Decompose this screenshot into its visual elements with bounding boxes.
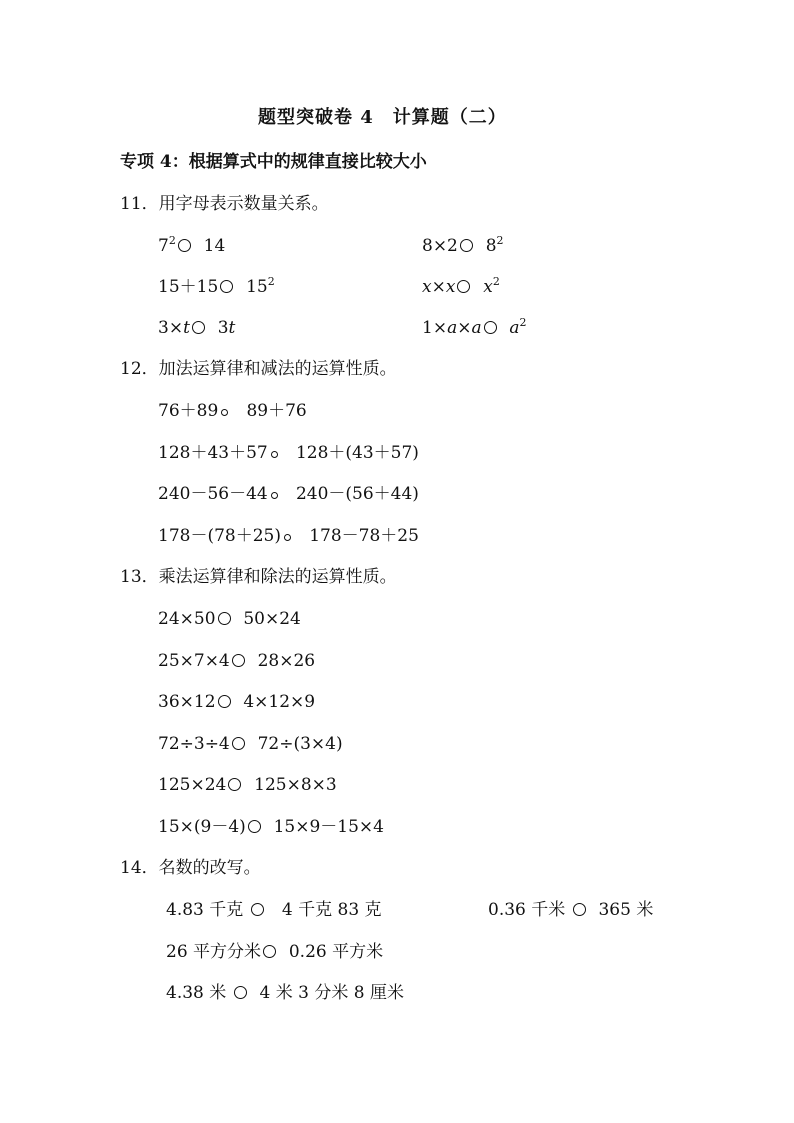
compare-circle[interactable] bbox=[218, 612, 231, 625]
q13-row-1 bbox=[158, 609, 301, 629]
q13-row-3 bbox=[158, 692, 315, 712]
q13-row-1-right: 50×24 bbox=[243, 609, 301, 629]
q12-heading: 12．加法运算律和减法的运算性质。 bbox=[120, 359, 397, 379]
q11-item-3 bbox=[158, 277, 275, 297]
q13-row-1-left: 24×50 bbox=[158, 609, 216, 629]
q14-row-2-left: 0.36 千米 bbox=[488, 900, 566, 920]
q11-item-2-left: 8×2 bbox=[422, 236, 458, 256]
compare-circle[interactable] bbox=[573, 903, 586, 916]
q13-row-6 bbox=[158, 817, 384, 837]
q13-row-2-right: 28×26 bbox=[257, 651, 316, 671]
q13-row-6-left: 15×(9－4) bbox=[158, 817, 246, 837]
q14-row-2-right: 365 米 bbox=[598, 900, 654, 920]
q14-row-1-right: 4 千克 83 克 bbox=[281, 900, 382, 920]
q12-row-4 bbox=[158, 526, 419, 546]
compare-circle[interactable] bbox=[178, 239, 191, 252]
compare-circle[interactable] bbox=[460, 239, 473, 252]
q13-row-5-left: 125×24 bbox=[158, 775, 227, 795]
q13-row-3-right: 4×12×9 bbox=[243, 692, 316, 712]
compare-circle[interactable] bbox=[234, 986, 247, 999]
q13-row-2 bbox=[158, 651, 315, 671]
q11-item-1-exp: 2 bbox=[168, 234, 176, 247]
compare-circle[interactable] bbox=[248, 820, 261, 833]
section-heading: 专项 4：根据算式中的规律直接比较大小 bbox=[120, 152, 427, 172]
q12-row-1-right: 89＋76 bbox=[246, 401, 307, 421]
q13-row-3-left: 36×12 bbox=[158, 692, 216, 712]
compare-circle[interactable] bbox=[457, 280, 470, 293]
q11-item-5-rn: 3 bbox=[217, 318, 229, 338]
q12-row-1 bbox=[158, 401, 307, 421]
q12-row-3-left: 240－56－44 bbox=[158, 484, 268, 504]
compare-circle[interactable] bbox=[228, 778, 241, 791]
q13-row-4 bbox=[158, 734, 343, 754]
q12-row-4-right: 178－78＋25 bbox=[309, 526, 419, 546]
q14-row-4-left: 4.38 米 bbox=[166, 983, 227, 1003]
compare-circle[interactable] bbox=[284, 534, 291, 541]
compare-circle[interactable] bbox=[220, 280, 233, 293]
q11-item-3-exp: 2 bbox=[267, 275, 275, 288]
q13-heading: 13．乘法运算律和除法的运算性质。 bbox=[120, 567, 397, 587]
q11-heading: 11．用字母表示数量关系。 bbox=[120, 194, 329, 214]
q12-row-4-left: 178－(78＋25) bbox=[158, 526, 281, 546]
q12-row-2 bbox=[158, 443, 419, 463]
q13-row-5 bbox=[158, 775, 337, 795]
q14-row-4-right: 4 米 3 分米 8 厘米 bbox=[259, 983, 404, 1003]
q11-item-5-n: 3× bbox=[158, 318, 184, 338]
compare-circle[interactable] bbox=[192, 321, 205, 334]
q11-item-1 bbox=[158, 236, 225, 256]
q14-row-3-right: 0.26 平方米 bbox=[288, 942, 384, 962]
q12-row-2-right: 128＋(43＋57) bbox=[295, 443, 419, 463]
q11-item-6-v2: a bbox=[471, 318, 482, 338]
q14-row-3-left: 26 平方分米 bbox=[166, 942, 262, 962]
q11-item-4-v1: x bbox=[422, 277, 432, 297]
compare-circle[interactable] bbox=[271, 492, 278, 499]
q11-item-5 bbox=[158, 318, 235, 338]
compare-circle[interactable] bbox=[263, 945, 276, 958]
page-title: 题型突破卷 4 计算题（二） bbox=[258, 107, 507, 128]
q13-row-2-left: 25×7×4 bbox=[158, 651, 230, 671]
q11-item-4 bbox=[422, 277, 500, 297]
q11-item-6-n: 1× bbox=[422, 318, 448, 338]
q11-item-6-exp: 2 bbox=[519, 316, 527, 329]
q13-row-6-right: 15×9－15×4 bbox=[273, 817, 384, 837]
q14-row-1-left: 4.83 千克 bbox=[166, 900, 244, 920]
compare-circle[interactable] bbox=[251, 903, 264, 916]
q11-item-3-left: 15＋15 bbox=[158, 277, 219, 297]
q14-heading: 14．名数的改写。 bbox=[120, 858, 261, 878]
q14-row-1 bbox=[166, 900, 382, 920]
q11-item-6-op: × bbox=[457, 318, 472, 338]
q14-row-2 bbox=[488, 900, 653, 920]
q11-item-6-base: a bbox=[509, 318, 520, 338]
q11-item-2 bbox=[422, 236, 504, 256]
q11-item-6 bbox=[422, 318, 527, 338]
q11-item-1-base: 7 bbox=[158, 236, 169, 256]
q13-row-4-right: 72÷(3×4) bbox=[257, 734, 343, 754]
q12-row-2-left: 128＋43＋57 bbox=[158, 443, 268, 463]
compare-circle[interactable] bbox=[271, 451, 278, 458]
q11-item-6-v1: a bbox=[447, 318, 458, 338]
q12-row-1-left: 76＋89 bbox=[158, 401, 219, 421]
q11-item-1-right: 14 bbox=[203, 236, 226, 256]
q14-row-3 bbox=[166, 942, 383, 962]
q13-row-5-right: 125×8×3 bbox=[254, 775, 337, 795]
q11-item-5-rv: t bbox=[228, 318, 236, 338]
q11-item-2-base: 8 bbox=[485, 236, 497, 256]
q11-item-4-base: x bbox=[483, 277, 493, 297]
q11-item-4-op: × bbox=[431, 277, 446, 297]
q12-row-3 bbox=[158, 484, 419, 504]
compare-circle[interactable] bbox=[232, 737, 245, 750]
q11-item-4-v2: x bbox=[445, 277, 456, 297]
q11-item-5-v: t bbox=[183, 318, 190, 338]
compare-circle[interactable] bbox=[484, 321, 497, 334]
q11-item-2-exp: 2 bbox=[496, 234, 504, 247]
compare-circle[interactable] bbox=[218, 695, 231, 708]
compare-circle[interactable] bbox=[232, 654, 245, 667]
compare-circle[interactable] bbox=[221, 409, 228, 416]
q13-row-4-left: 72÷3÷4 bbox=[158, 734, 230, 754]
q11-item-3-base: 15 bbox=[246, 277, 268, 297]
q12-row-3-right: 240－(56＋44) bbox=[295, 484, 419, 504]
q14-row-4 bbox=[166, 983, 404, 1003]
q11-item-4-exp: 2 bbox=[492, 275, 500, 288]
